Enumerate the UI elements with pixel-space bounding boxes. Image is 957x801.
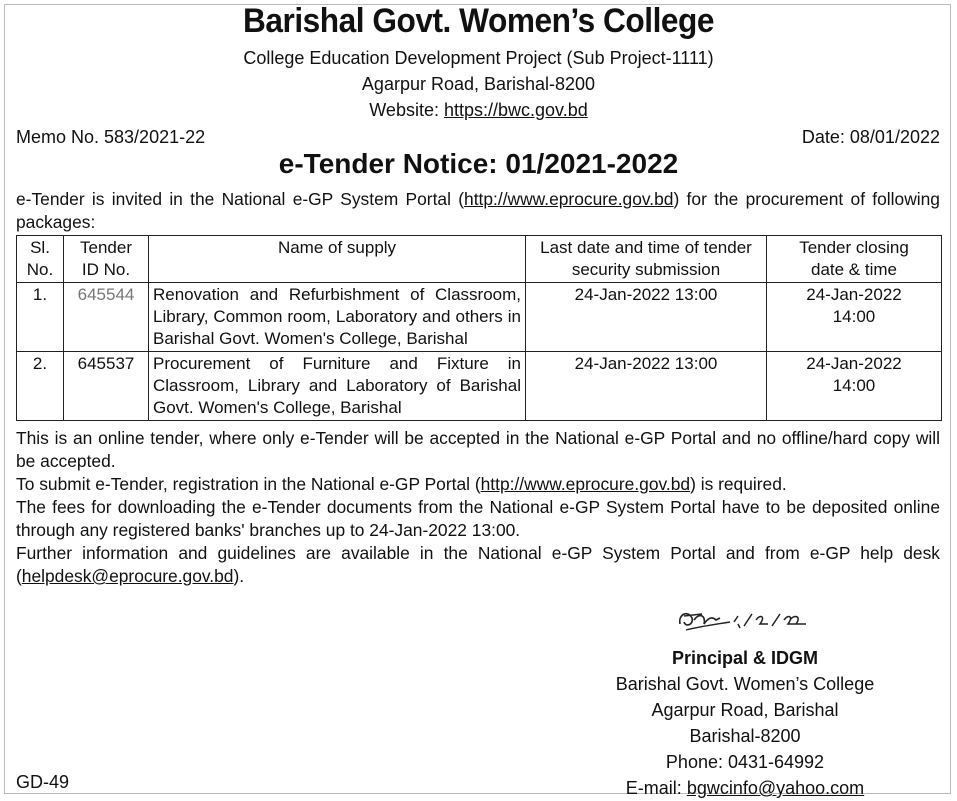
row-tender-id: 645537 bbox=[64, 352, 149, 421]
website-link[interactable]: https://bwc.gov.bd bbox=[443, 100, 588, 120]
signatory-email-line bbox=[600, 775, 890, 801]
notice-body bbox=[16, 427, 940, 588]
tender-table bbox=[16, 235, 942, 421]
helpdesk-email-link[interactable]: helpdesk@eprocure.gov.bd bbox=[21, 566, 234, 586]
row-closing-date: 24-Jan-2022 bbox=[806, 354, 902, 373]
registration-paragraph bbox=[16, 473, 940, 496]
eprocure-link[interactable]: http://www.eprocure.gov.bd bbox=[480, 474, 691, 494]
eprocure-link[interactable]: http://www.eprocure.gov.bd bbox=[464, 189, 674, 209]
helpdesk-text-before: Further information and guidelines are available in the National e-GP System Portal and from e-GP help desk ( bbox=[16, 543, 940, 586]
header-name-of-supply: Name of supply bbox=[149, 236, 526, 283]
website-line bbox=[0, 100, 957, 121]
table-header-row bbox=[17, 236, 942, 283]
header-sec-line2: security submission bbox=[571, 260, 721, 279]
handwritten-signature bbox=[672, 602, 812, 638]
header-closing bbox=[767, 236, 942, 283]
notice-title: e-Tender Notice: 01/2021-2022 bbox=[278, 148, 679, 179]
signatory-college: Barishal Govt. Women’s College bbox=[615, 674, 875, 694]
website-label: Website: bbox=[369, 100, 444, 120]
helpdesk-text-after: ). bbox=[233, 566, 245, 586]
signatory-road: Agarpur Road, Barishal bbox=[651, 700, 839, 720]
header-sl-line1: Sl. bbox=[30, 238, 50, 257]
row-security-deadline: 24-Jan-2022 13:00 bbox=[526, 352, 767, 421]
row-closing bbox=[767, 352, 942, 421]
signatory-block bbox=[600, 645, 890, 801]
email-label: E-mail: bbox=[625, 778, 687, 798]
row-security-deadline: 24-Jan-2022 13:00 bbox=[526, 283, 767, 352]
row-closing-time: 14:00 bbox=[832, 376, 876, 395]
intro-text-after: ) for the procurement of following packages: bbox=[16, 189, 940, 232]
intro-text-before: e-Tender is invited in the National e-GP System Portal ( bbox=[16, 189, 465, 209]
online-tender-paragraph: This is an online tender, where only e-Tender will be accepted in the National e-GP Portal and no offline/hard copy will be accepted. bbox=[16, 428, 940, 471]
project-line: College Education Development Project (Sub Project-1111) bbox=[243, 48, 714, 68]
header-id-line2: ID No. bbox=[81, 260, 131, 279]
email-link[interactable]: bgwcinfo@yahoo.com bbox=[686, 778, 865, 798]
memo-date: Date: 08/01/2022 bbox=[801, 127, 940, 147]
signatory-phone: Phone: 0431-64992 bbox=[665, 752, 825, 772]
gd-code: GD-49 bbox=[16, 772, 70, 792]
header-sec-line1: Last date and time of tender bbox=[540, 238, 752, 257]
registration-text-before: To submit e-Tender, registration in the National e-GP Portal ( bbox=[16, 474, 481, 494]
fees-paragraph: The fees for downloading the e-Tender documents from the National e-GP System Portal have to be deposited online through any registered banks' branches up to 24-Jan-2022 13:00. bbox=[16, 497, 940, 540]
memo-number: Memo No. 583/2021-22 bbox=[16, 127, 206, 147]
row-closing-time: 14:00 bbox=[832, 307, 876, 326]
row-closing-date: 24-Jan-2022 bbox=[806, 285, 902, 304]
intro-paragraph bbox=[16, 188, 940, 234]
header-id-line1: Tender bbox=[80, 238, 132, 257]
header-security-submission bbox=[526, 236, 767, 283]
table-row bbox=[17, 352, 942, 421]
table-row bbox=[17, 283, 942, 352]
row-sl: 1. bbox=[17, 283, 64, 352]
address-line: Agarpur Road, Barishal-8200 bbox=[361, 74, 596, 94]
college-name: Barishal Govt. Women’s College bbox=[242, 2, 715, 40]
header-close-line1: Tender closing bbox=[799, 238, 909, 257]
registration-text-after: ) is required. bbox=[690, 474, 787, 494]
header-tender-id bbox=[64, 236, 149, 283]
row-closing bbox=[767, 283, 942, 352]
helpdesk-paragraph bbox=[16, 542, 940, 588]
signatory-city: Barishal-8200 bbox=[689, 726, 801, 746]
header-close-line2: date & time bbox=[811, 260, 897, 279]
row-sl: 2. bbox=[17, 352, 64, 421]
row-supply-name: Procurement of Furniture and Fixture in Classroom, Library and Laboratory of Barishal Govt. Women's College, Barishal bbox=[149, 352, 526, 421]
header-sl-line2: No. bbox=[26, 260, 54, 279]
header-sl bbox=[17, 236, 64, 283]
signatory-designation: Principal & IDGM bbox=[671, 648, 819, 668]
row-supply-name: Renovation and Refurbishment of Classroom, Library, Common room, Laboratory and others in Barishal Govt. Women's College, Barishal bbox=[149, 283, 526, 352]
row-tender-id: 645544 bbox=[64, 283, 149, 352]
